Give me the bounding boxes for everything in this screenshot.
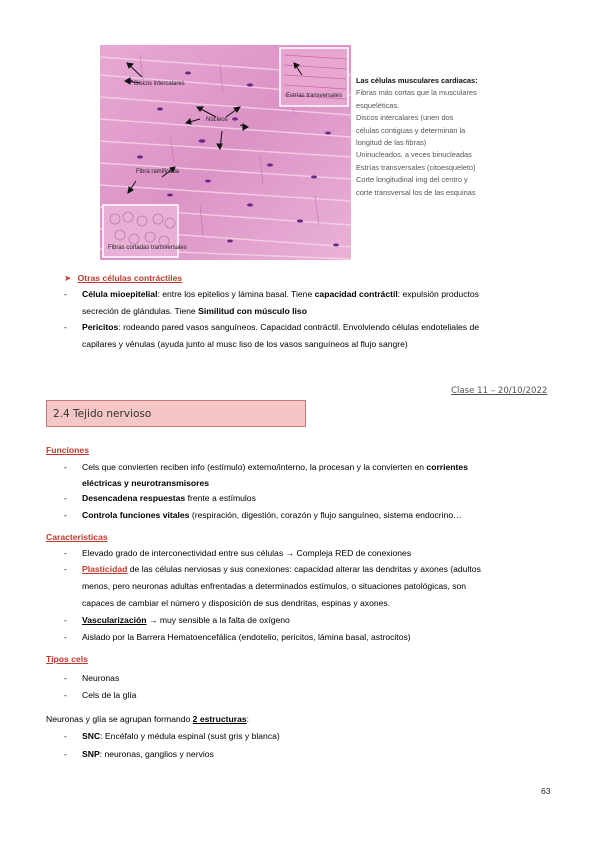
list-dash: - xyxy=(64,322,67,332)
funciones-item-1-line2: eléctricas y neurotransmisores xyxy=(82,478,210,488)
caption-line: Corte longitudinal img del centro y xyxy=(356,175,468,185)
list-dash: - xyxy=(64,690,67,700)
tipos-item-glia: Cels de la glía xyxy=(82,690,137,700)
list-dash: - xyxy=(64,462,67,472)
label-nucleos: Núcleos xyxy=(206,117,228,123)
otras-heading xyxy=(64,272,182,284)
caracteristicas-item-4: Aislado por la Barrera Hematoencefálica (endotelio, pericitos, lámina basal, astrocitos) xyxy=(82,632,411,642)
arrow-bullet-icon: ➤ xyxy=(64,273,72,283)
estructuras-snp: SNP: neuronas, ganglios y nervios xyxy=(82,749,214,759)
caption-line: Discos intercalares (unen dos xyxy=(356,113,454,123)
funciones-item-1: Cels que convierten reciben info (estímulo) externo/interno, la procesan y la convierten en corrientes xyxy=(82,462,468,472)
list-dash: - xyxy=(64,289,67,299)
clase-date: Clase 11 – 20/10/2022 xyxy=(451,386,548,396)
list-dash: - xyxy=(64,510,67,520)
funciones-title: Funciones xyxy=(46,445,89,455)
tipos-title: Tipos cels xyxy=(46,654,88,664)
caracteristicas-item-2-line2: menos, pero neuronas adultas enfrentadas a determinados estímulos, o situaciones patológicas, son xyxy=(82,581,467,591)
caracteristicas-item-2-line1: Plasticidad de las células nerviosas y sus conexiones: capacidad alterar las dendritas y axones (adultos xyxy=(82,564,481,574)
list-dash: - xyxy=(64,731,67,741)
tipos-item-neuronas: Neuronas xyxy=(82,673,120,683)
estructuras-intro: Neuronas y glía se agrupan formando 2 estructuras: xyxy=(46,714,250,724)
section-heading: 2.4 Tejido nervioso xyxy=(53,408,152,420)
funciones-item-2: Desencadena respuestas frente a estímulos xyxy=(82,493,256,503)
caracteristicas-item-1: Elevado grado de interconectividad entre sus células → Compleja RED de conexiones xyxy=(82,548,412,558)
figure-caption xyxy=(356,75,504,199)
caption-line: corte transversal los de las esquinas xyxy=(356,187,476,197)
section-heading-box xyxy=(46,400,306,427)
caracteristicas-item-2-line3: capaces de cambiar el número y disposición de sus dendritas, espinas y axones. xyxy=(82,598,391,608)
caption-line: Estrías transversales (citoesqueleto) xyxy=(356,162,476,172)
label-fibra: Fibra ramificada xyxy=(136,169,180,175)
caption-line: Uninucleados, a veces binucleadas xyxy=(356,150,472,160)
mioepitelial-line2: secreción de glándulas. Tiene Similitud con músculo liso xyxy=(82,306,307,316)
pericitos-line2: capilares y vénulas (ayuda junto al musc liso de los vasos sanguíneos al flujo sangre) xyxy=(82,339,408,349)
caption-line: longitud de las fibras) xyxy=(356,138,427,148)
caracteristicas-title: Características xyxy=(46,532,108,542)
estructuras-snc: SNC: Encéfalo y médula espinal (sust gris y blanca) xyxy=(82,731,280,741)
list-dash: - xyxy=(64,673,67,683)
page-number: 63 xyxy=(541,786,551,796)
list-dash: - xyxy=(64,749,67,759)
list-dash: - xyxy=(64,615,67,625)
funciones-item-3: Controla funciones vitales (respiración, digestión, corazón y flujo sanguíneo, sistema endocrino… xyxy=(82,510,462,520)
cardiac-muscle-micrograph xyxy=(100,45,351,260)
pericitos-line1: Pericitos: rodeando pared vasos sanguíneos. Capacidad contráctil. Envolviendo células endoteliales de xyxy=(82,322,480,332)
list-dash: - xyxy=(64,564,67,574)
mioepitelial-line1: Célula mioepitelial: entre los epitelios y lámina basal. Tiene capacidad contráctil: expulsión productos xyxy=(82,289,479,299)
caption-line: Fibras más cortas que la musculares xyxy=(356,88,477,98)
caption-line: células contiguas y determinan la xyxy=(356,125,466,135)
caracteristicas-item-3: Vascularización → muy sensible a la falta de oxígeno xyxy=(82,615,290,625)
label-cortadas: Fibras cortadas transversales xyxy=(108,245,187,251)
otras-title: Otras células contráctiles xyxy=(77,273,183,283)
label-discos: Discos intercalares xyxy=(134,81,185,87)
label-estrias: Estrías transversales xyxy=(286,93,343,99)
caption-title: Las células musculares cardiacas: xyxy=(356,76,478,85)
micrograph-image xyxy=(100,45,351,260)
list-dash: - xyxy=(64,548,67,558)
list-dash: - xyxy=(64,493,67,503)
caption-line: esqueléticas. xyxy=(356,100,400,110)
list-dash: - xyxy=(64,632,67,642)
